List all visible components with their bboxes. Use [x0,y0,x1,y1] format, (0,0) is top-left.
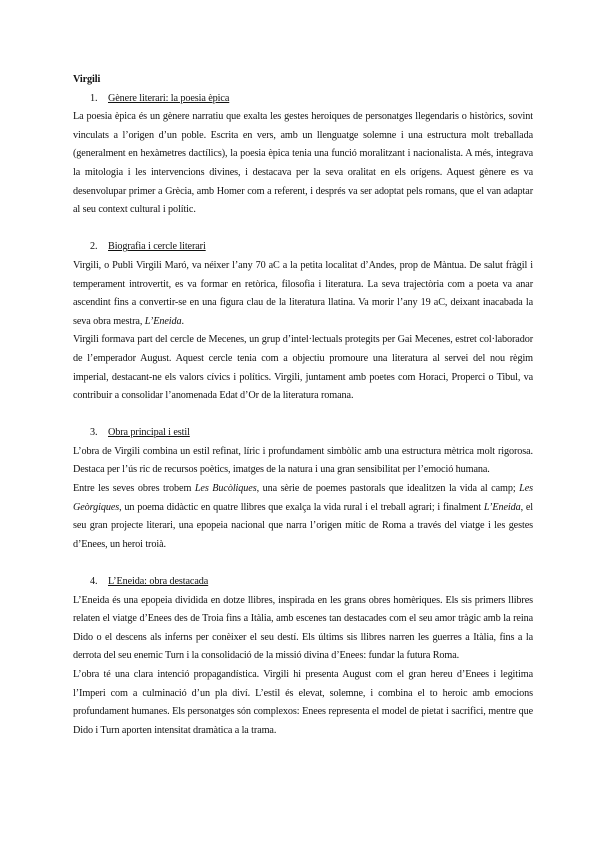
section-title: Biografia i cercle literari [108,241,206,253]
section-heading-3 [73,424,533,443]
document-body [73,71,533,740]
section-title: Obra principal i estil [108,427,190,439]
spacer [73,406,533,425]
section-4-paragraph-1: L’Eneida és una epopeia dividida en dotze llibres, inspirada en les grans obres homèriques. Els sis primers llibres relaten el viatge d’Enees des de Troia fins a Itàlia, amb escenes tan destacades com el seu amor tràgic amb la reina Dido o el descens als inferns per conèixer el seu destí. Els últims sis llibres narren les guerres a Itàlia, fins a la derrota del seu enemic Turn i la consolidació de la missió divina d’Enees: fundar la futura Roma. [73,594,533,662]
paragraph-text: Entre les seves obres trobem [73,483,195,495]
section-title: L’Eneida: obra destacada [108,576,209,588]
work-title: Les Geòrgiques [73,483,534,513]
work-title: L’Eneida [144,315,182,327]
paragraph-text: , un poema didàctic en quatre llibres que exalça la vida rural i el treball agrari; i finalment [119,501,484,513]
section-3-paragraph-2 [73,480,533,554]
work-title: L’Eneida [483,501,521,513]
section-number: 4. [90,576,98,588]
section-1-paragraph: La poesia èpica és un gènere narratiu que exalta les gestes heroiques de personatges llegendaris o històrics, sovint vinculats a l’origen d’un poble. Escrita en vers, amb un llenguatge solemne i una estructura molt treballada (generalment en hexàmetres dactílics), la poesia èpica tenia una funció moralitzant i nacionalista. A més, integrava la mitologia i les intervencions divines, i destacava per la seva oralitat en els orígens. Aquest gènere es va desenvolupar primer a Grècia, amb Homer com a referent, i després va ser adoptat pels romans, que el van adaptar al seu context cultural i polític. [73,111,533,216]
paragraph-text: Virgili, o Publi Virgili Maró, va néixer l’any 70 aC a la petita localitat d’Andes, prop de Màntua. De salut fràgil i temperament introvertit, es va formar en retòrica, filosofia i literatura. La seva trajectòria com a poeta va anar ascendint fins a convertir-se en una figura clau de la literatura llatina. Va morir l’any 19 aC, deixant inacabada la seva obra mestra, [73,259,533,327]
section-number: 1. [90,92,98,104]
section-heading-4 [73,573,533,592]
section-title: Gènere literari: la poesia èpica [108,92,230,104]
section-3-paragraph-1: L’obra de Virgili combina un estil refinat, líric i profundament simbòlic amb una estructura mètrica molt rigorosa. Destaca per l’ús ric de recursos poètics, imatges de la natura i una gran sensibilitat per l’emoció humana. [73,445,533,476]
section-heading-2 [73,238,533,257]
section-number: 2. [90,241,98,253]
spacer [73,220,533,239]
document-title: Virgili [73,74,101,85]
section-4-paragraph-2: L’obra té una clara intenció propagandística. Virgili hi presenta August com el gran hereu d’Enees i legitima l’Imperi com a culminació d’un pla diví. L’estil és elevat, solemne, i combina el to heroic amb emocions profundament humanes. Els personatges són complexos: Enees representa el model de pietat i sacrifici, mentre que Dido i Turn aporten intensitat dramàtica a la trama. [73,669,533,736]
paragraph-text: , el seu gran projecte literari, una epopeia nacional que narra l’origen mític de Roma a través del viatge i les gestes d’Enees, un heroi troià. [73,501,533,550]
section-2-paragraph-1 [73,257,533,331]
section-heading-1 [73,90,533,109]
paragraph-end: . [181,315,184,327]
section-2-paragraph-2: Virgili formava part del cercle de Mecenes, un grup d’intel·lectuals protegits per Gai Mecenes, estret col·laborador de l’emperador August. Aquest cercle tenia com a objectiu promoure una literatura al servei del nou règim imperial, destacant-ne els valors cívics i polítics. Virgili, juntament amb poetes com Horaci, Properci o Tibul, va contribuir a consolidar l’anomenada Edat d’Or de la literatura romana. [73,334,533,402]
paragraph-text: , una sèrie de poemes pastorals que idealitzen la vida al camp; [256,483,520,495]
spacer [73,554,533,573]
work-title: Les Bucòliques [194,483,257,495]
section-number: 3. [90,427,98,439]
